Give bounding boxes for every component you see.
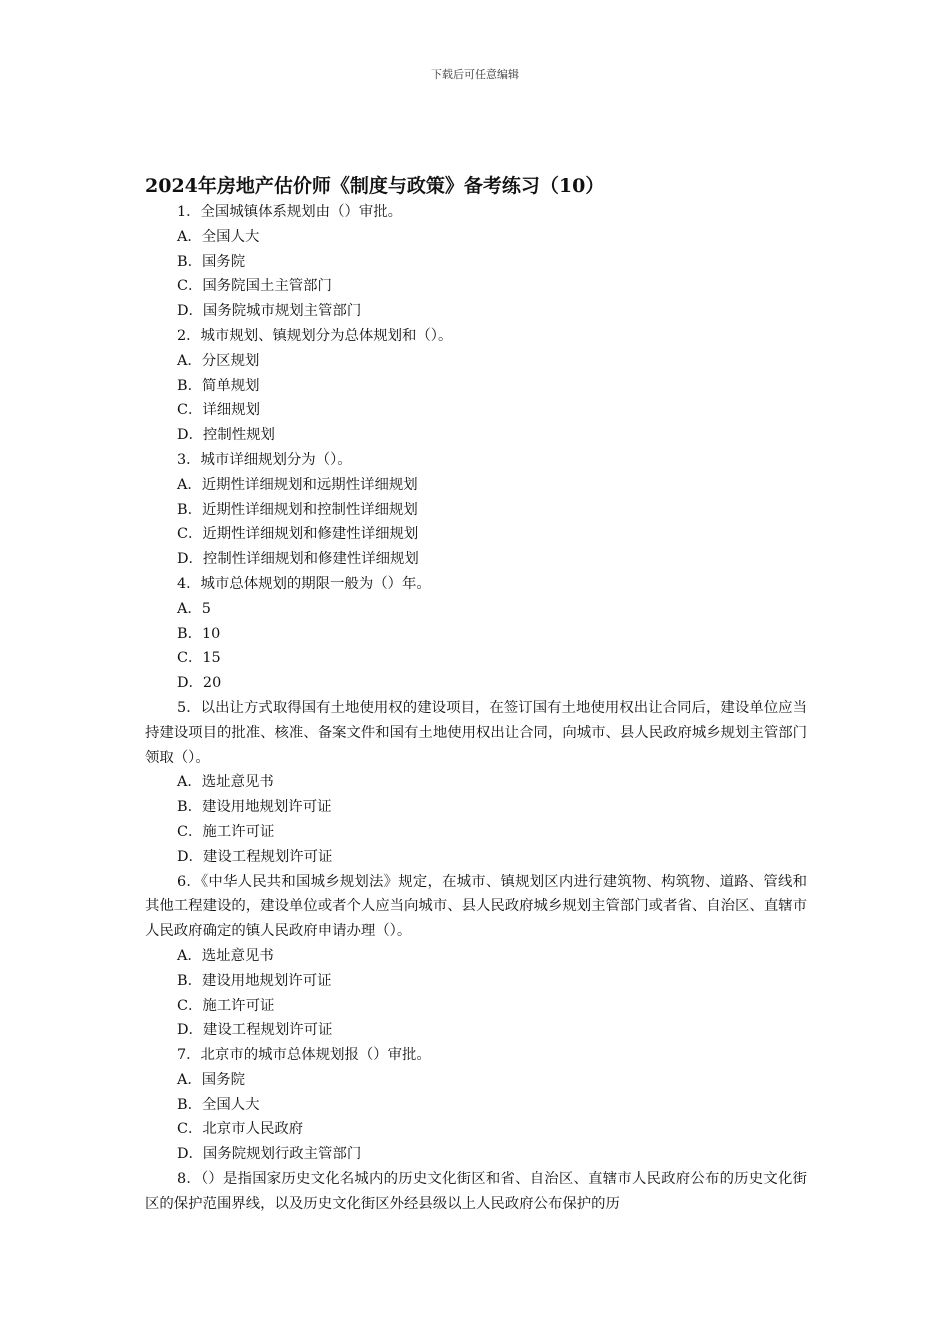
document-body	[145, 172, 807, 1217]
header-note: 下载后可任意编辑	[431, 68, 519, 81]
question-7	[145, 1043, 807, 1167]
option-b: B．建设用地规划许可证	[177, 972, 332, 989]
option-b: B．10	[177, 625, 221, 642]
question-stem: 6．《中华人民共和国城乡规划法》规定，在城市、镇规划区内进行建筑物、构筑物、道路、管线和其他工程建设的，建设单位或者个人应当向城市、县人民政府城乡规划主管部门或者省、自治区、直辖市人民政府确定的镇人民政府申请办理（）。	[145, 873, 807, 940]
option-c: C．15	[177, 650, 221, 667]
option-d: D．国务院城市规划主管部门	[177, 303, 362, 320]
option-d: D．建设工程规划许可证	[177, 848, 333, 865]
option-d: D．20	[177, 675, 222, 692]
option-d: D．建设工程规划许可证	[177, 1022, 333, 1039]
question-stem: 8．（）是指国家历史文化名城内的历史文化街区和省、自治区、直辖市人民政府公布的历史文化街区的保护范围界线，以及历史文化街区外经县级以上人民政府公布保护的历	[145, 1171, 807, 1212]
document-title: 2024年房地产估价师《制度与政策》备考练习（10）	[145, 175, 605, 197]
option-c: C．近期性详细规划和修建性详细规划	[177, 526, 419, 543]
question-stem: 1．全国城镇体系规划由（）审批。	[177, 204, 403, 220]
question-stem: 3．城市详细规划分为（）。	[177, 451, 352, 468]
question-4	[145, 572, 807, 696]
option-c: C．国务院国土主管部门	[177, 278, 332, 295]
option-b: B．全国人大	[177, 1096, 260, 1113]
option-a: A．选址意见书	[177, 774, 274, 791]
option-a: A．近期性详细规划和远期性详细规划	[177, 476, 418, 493]
option-c: C．施工许可证	[177, 997, 275, 1014]
option-a: A．全国人大	[177, 228, 260, 245]
option-b: B．近期性详细规划和控制性详细规划	[177, 501, 418, 518]
question-stem: 5．以出让方式取得国有土地使用权的建设项目，在签订国有土地使用权出让合同后，建设单位应当持建设项目的批准、核准、备案文件和国有土地使用权出让合同，向城市、县人民政府城乡规划主管部门领取（）。	[145, 699, 807, 766]
question-stem: 2．城市规划、镇规划分为总体规划和（）。	[177, 327, 453, 344]
option-c: C．施工许可证	[177, 823, 275, 840]
option-a: A．分区规划	[177, 352, 260, 369]
question-8	[145, 1167, 807, 1217]
option-b: B．简单规划	[177, 377, 260, 394]
option-a: A．5	[177, 600, 211, 617]
option-d: D．控制性详细规划和修建性详细规划	[177, 551, 419, 568]
option-d: D．国务院规划行政主管部门	[177, 1146, 362, 1163]
option-a: A．国务院	[177, 1071, 245, 1088]
question-3	[145, 448, 807, 572]
option-b: B．国务院	[177, 253, 246, 270]
question-6	[145, 870, 807, 1044]
option-c: C．详细规划	[177, 402, 260, 419]
option-c: C．北京市人民政府	[177, 1121, 304, 1138]
option-d: D．控制性规划	[177, 427, 275, 444]
question-stem: 7．北京市的城市总体规划报（）审批。	[177, 1047, 431, 1064]
question-2	[145, 324, 807, 448]
question-1	[145, 200, 807, 324]
option-a: A．选址意见书	[177, 947, 274, 964]
question-5	[145, 696, 807, 870]
option-b: B．建设用地规划许可证	[177, 799, 332, 816]
question-stem: 4．城市总体规划的期限一般为（）年。	[177, 575, 431, 592]
